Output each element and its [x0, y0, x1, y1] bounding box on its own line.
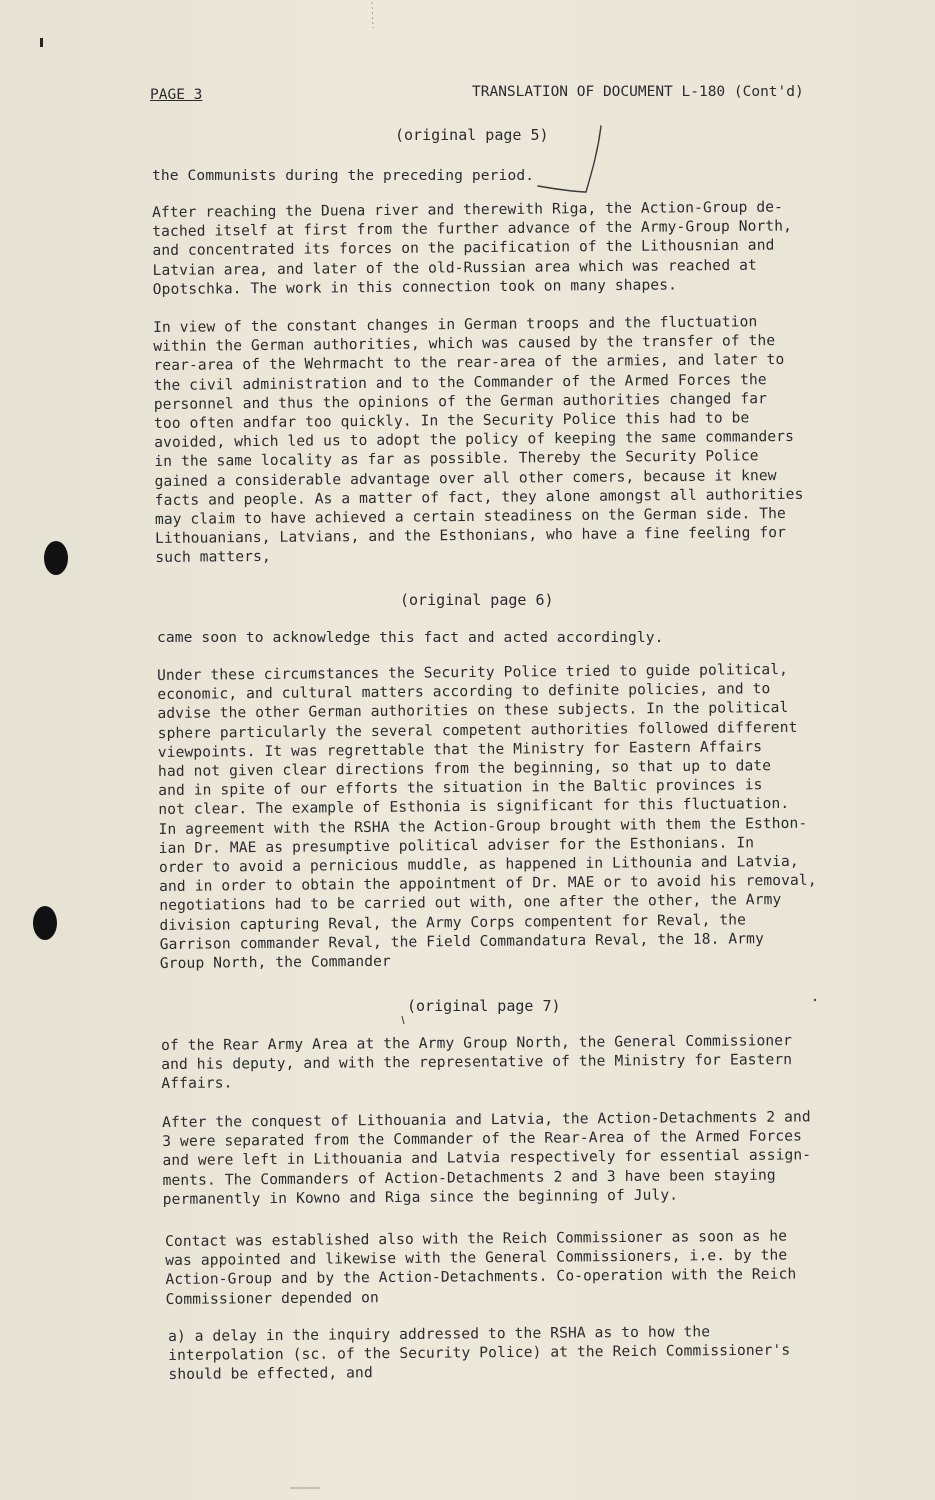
document-title: TRANSLATION OF DOCUMENT L-180 (Cont'd) — [472, 84, 804, 100]
paragraph-reich-commissioner: Contact was established also with the Reich Commissioner as soon as he was appointed and likewise with the General Commissioners, i.e. by the Action-Group and by the Action-Detachments. Co-operation with the Reich Commissioner depended on — [165, 1227, 797, 1308]
paragraph-acknowledge: came soon to acknowledge this fact and acted accordingly. — [157, 629, 664, 646]
original-page-7: (original page 7) — [407, 997, 561, 1015]
punch-hole-top — [44, 541, 68, 575]
paragraph-duena-river: After reaching the Duena river and therewith Riga, the Action-Group de- tached itself at first from the further advance of the Army-Group North, and concentrated its forces on the pacification of the Lithousnian and Latvian area, and later of the old-Russian area which was reached at Opotschka. The work in this connection took on many shapes. — [152, 198, 793, 298]
paragraph-rear-army-area: of the Rear Army Area at the Army Group North, the General Commissioner and his deputy, and with the representative of the Ministry for Eastern Affairs. — [161, 1032, 793, 1093]
paragraph-item-a: a) a delay in the inquiry addressed to the RSHA as to how the interpolation (sc. of the Security Police) at the Reich Commissioner's should be effected, and — [168, 1323, 791, 1384]
paragraph-conquest: After the conquest of Lithouania and Latvia, the Action-Detachments 2 and 3 were separated from the Commander of the Rear-Area of the Armed Forces and were left in Lithouania and Latvia respectively for essential assign- ments. The Commanders of Action-Detachments 2 and 3 have been staying permanently in Kowno and Riga since the beginning of July. — [162, 1108, 812, 1208]
paragraph-continuation: the Communists during the preceding period. — [152, 167, 535, 184]
paragraph-circumstances: Under these circumstances the Security Police tried to guide political, economic, and cultural matters according to definite policies, and to advise the other German authorities on these subjects. In the political sphere particularly the several competent authorities followed different viewpoints. It was regrettable that the Ministry for Eastern Affairs had not given clear directions from the beginning, so that up to date and in spite of our efforts the situation in the Baltic provinces is not clear. The example of Esthonia is significant for this fluctuation. In agreement with the RSHA the Action-Group brought with them the Esthon- ian Dr. MAE as presumptive political adviser for the Esthonians. In order to avoid a pernicious muddle, as happened in Lithounia and Latvia, and in order to obtain the appointment of Dr. MAE or to avoid his removal, negotiations had to be carried out with, one after the other, the Army division capturing Reval, the Army Corps compentent for Reval, the Garrison commander Reval, the Field Commandatura Reval, the 18. Army Group North, the Commander — [157, 660, 817, 973]
page-label: PAGE 3 — [150, 87, 203, 103]
paragraph-constant-changes: In view of the constant changes in German troops and the fluctuation within the German authorities, which was caused by the transfer of the rear-area of the Wehrmacht to the rear-area of the armies, and later to the civil administration and to the Commander of the Armed Forces the personnel and thus the opinions of the German authorities changed far too often andfar too quickly. In the Security Police this had to be avoided, which led us to adopt the policy of keeping the same commanders in the same locality as far as possible. Thereby the Security Police gained a considerable advantage over all other comers, because it knew facts and people. As a matter of fact, they alone amongst all authorities may claim to have achieved a certain steadiness on the German side. The Lithouanians, Latvians, and the Esthonians, who have a fine feeling for such matters, — [153, 313, 804, 567]
margin-mark — [40, 38, 43, 47]
original-page-6: (original page 6) — [400, 591, 554, 609]
punch-hole-bottom — [33, 906, 57, 940]
original-page-5: (original page 5) — [395, 126, 549, 144]
